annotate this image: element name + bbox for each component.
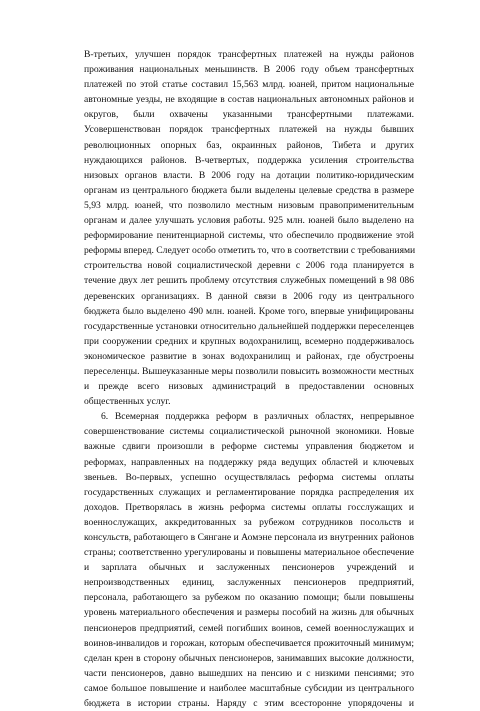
text-line: самое большое повышение и наиболее масштабные субсидии из центрального — [84, 682, 414, 694]
text-line: переселенцы. Вышеуказанные меры позволили повысить возможности местных — [84, 365, 414, 377]
text-line: платежей по этой статье составил 15,563 млрд. юаней, притом национальные — [84, 79, 414, 91]
text-line: военнослужащих, аккредитованных за рубежом сотрудников посольств и — [84, 516, 414, 528]
text-line: деревенских организациях. В данной связи в 2006 году из центрального — [84, 290, 414, 302]
text-line: государственных служащих и регламентирование порядка распределения их — [84, 486, 414, 498]
text-line: пенсионеров предприятий, семей погибших воинов, семей военнослужащих и — [84, 622, 414, 634]
text-line: реформирование пенитенциарной системы, что обеспечило продвижение этой — [84, 230, 414, 242]
text-line: уровень материального обеспечения и размеры пособий на жизнь для обычных — [84, 607, 414, 619]
text-line: важные сдвиги произошли в реформе системы управления бюджетом и — [84, 441, 414, 453]
text-line: революционных опорных баз, окраинных районов, Тибета и других — [84, 139, 414, 151]
text-line: персонала, работающего за рубежом по оказанию помощи; были повышены — [84, 592, 414, 604]
text-line: государственные установки относительно дальнейшей поддержки переселенцев — [84, 320, 414, 332]
text-line: страны; соответственно урегулированы и повышены материальное обеспечение — [84, 547, 414, 559]
text-line: непроизводственных единиц, заслуженных пенсионеров предприятий, — [84, 577, 414, 589]
text-line: В-третьих, улучшен порядок трансфертных платежей на нужды районов — [84, 49, 414, 60]
text-line: низовых органов власти. В 2006 году на дотации политико-юридическим — [84, 169, 414, 181]
text-line: консульств, работающего в Сянгане и Аомэне персонала из внутренних районов — [84, 532, 414, 543]
text-line: звеньев. Во-первых, успешно осуществлялась реформа системы оплаты — [84, 471, 414, 483]
text-line: экономическое развитие в зонах водохранилищ и районах, где обустроены — [84, 350, 414, 362]
text-line: нуждающихся районов. В-четвертых, поддержка усиления строительства — [84, 154, 414, 166]
text-line: совершенствование системы социалистической рыночной экономики. Новые — [84, 426, 414, 438]
text-line: воинов-инвалидов и горожан, которым обеспечивается прожиточный минимум; — [84, 637, 414, 649]
text-line: бюджета было выделено 490 млн. юаней. Кроме того, впервые унифицированы — [84, 305, 414, 317]
text-line: бюджета в истории страны. Наряду с этим всесторонне упорядочены и — [84, 698, 414, 710]
text-line: и прежде всего низовых администраций в предоставлении основных — [84, 381, 414, 393]
text-line: строительства новой социалистической деревни с 2006 года планируется в — [84, 260, 414, 272]
text-line: 5,93 млрд. юаней, что позволило местным низовым правоприменительным — [84, 199, 414, 211]
text-line: органам из центрального бюджета были выделены целевые средства в размере — [84, 184, 414, 196]
text-line: течение двух лет решить проблему отсутствия служебных помещений в 98 086 — [84, 275, 414, 287]
text-line: части пенсионеров, давно вышедших на пенсию и с низкими пенсиями; это — [84, 667, 414, 679]
text-line: общественных услуг. — [84, 396, 171, 408]
text-line: при сооружении средних и крупных водохранилищ, всемерно поддерживалось — [84, 335, 414, 347]
text-line: округов, были охвачены указанными трансфертными платежами. — [84, 109, 414, 121]
text-line: доходов. Претворялась в жизнь реформа системы оплаты госслужащих и — [84, 501, 414, 513]
text-line: автономные уезды, не входящие в состав национальных автономных районов и — [84, 94, 414, 106]
text-line: органам и далее улучшать условия работы. 925 млн. юаней было выделено на — [84, 215, 414, 227]
text-line: 6. Всемерная поддержка реформ в различных областях, непрерывное — [101, 411, 414, 423]
text-line: проживания национальных меньшинств. В 2006 году объем трансфертных — [84, 64, 414, 76]
text-line: реформах, направленных на поддержку ряда ведущих областей и ключевых — [84, 456, 414, 468]
text-line: и зарплата обычных и заслуженных пенсионеров учреждений и — [84, 562, 414, 574]
text-line: реформы вперед. Следует особо отметить то, что в соответствии с требованиями — [84, 245, 416, 257]
body-text — [84, 47, 414, 711]
text-line: Усовершенствован порядок трансфертных платежей на нужды бывших — [84, 124, 414, 136]
text-line: сделан крен в сторону обычных пенсионеров, занимавших высокие должности, — [84, 652, 414, 664]
